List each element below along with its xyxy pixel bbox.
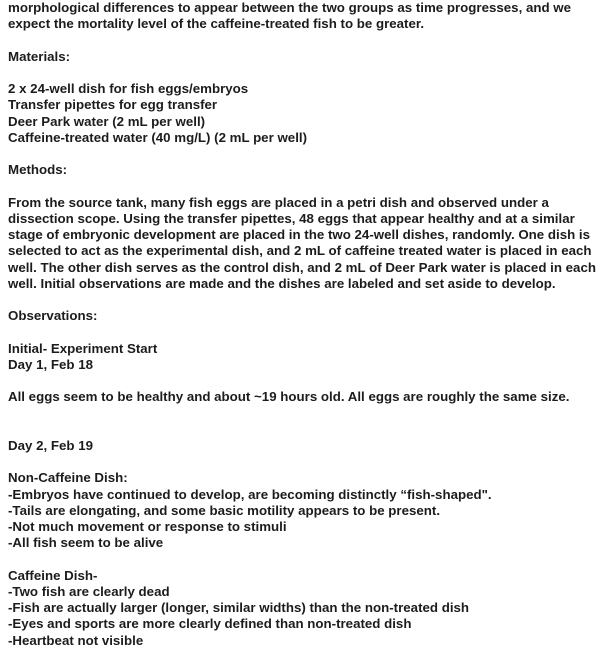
- blank-line: [8, 422, 597, 438]
- blank-line: [8, 292, 597, 308]
- hypothesis-line: morphological differences to appear between the two groups as time progresses, and we: [8, 0, 572, 15]
- non-caffeine-bullet: -Embryos have continued to develop, are becoming distinctly “fish-shaped".: [8, 486, 492, 502]
- blank-line: [8, 324, 597, 340]
- materials-item: 2 x 24-well dish for fish eggs/embryos: [8, 81, 249, 97]
- non-caffeine-bullet: -Not much movement or response to stimuli: [8, 519, 287, 534]
- initial-observation-title: Initial- Experiment Start: [8, 340, 158, 356]
- caffeine-dish-heading: Caffeine Dish-: [8, 567, 98, 583]
- caffeine-bullet: -Eyes and sports are more clearly defined than non-treated dish: [8, 616, 412, 632]
- methods-heading: Methods:: [8, 162, 68, 178]
- methods-line: From the source tank, many fish eggs are placed in a petri dish and observed under a: [8, 194, 549, 210]
- caffeine-bullet: -Heartbeat not visible: [8, 632, 144, 648]
- methods-line: well. Initial observations are made and the dishes are labeled and set aside to develop.: [8, 275, 556, 291]
- caffeine-bullet: -Fish are actually larger (longer, similar widths) than the non-treated dish: [8, 600, 470, 616]
- materials-heading: Materials:: [8, 48, 71, 64]
- methods-line: stage of embryonic development are placed in the two 24-well dishes, randomly. One dish is: [8, 227, 591, 243]
- materials-item: Caffeine-treated water (40 mg/L) (2 mL per well): [8, 129, 308, 145]
- observations-heading: Observations:: [8, 308, 98, 324]
- methods-line: dissection scope. Using the transfer pipettes, 48 eggs that appear healthy and at a similar: [8, 210, 575, 226]
- blank-line: [8, 373, 597, 389]
- blank-line: [8, 146, 597, 162]
- day2-date: Day 2, Feb 19: [8, 437, 93, 453]
- blank-line: [8, 65, 597, 81]
- non-caffeine-bullet: -All fish seem to be alive: [8, 535, 164, 551]
- blank-line: [8, 454, 597, 470]
- initial-observation-note: All eggs seem to be healthy and about ~19 hours old. All eggs are roughly the same size.: [8, 389, 570, 405]
- materials-item: Deer Park water (2 mL per well): [8, 113, 206, 129]
- day1-date: Day 1, Feb 18: [8, 356, 93, 372]
- caffeine-bullet: -Two fish are clearly dead: [8, 583, 170, 599]
- methods-line: well. The other dish serves as the control dish, and 2 mL of Deer Park water is placed in each: [8, 259, 596, 275]
- non-caffeine-bullet: -Tails are elongating, and some basic motility appears to be present.: [8, 502, 441, 518]
- materials-item: Transfer pipettes for egg transfer: [8, 97, 218, 113]
- blank-line: [8, 32, 597, 48]
- blank-line: [8, 405, 597, 421]
- blank-line: [8, 178, 597, 194]
- blank-line: [8, 551, 597, 567]
- non-caffeine-dish-heading: Non-Caffeine Dish:: [8, 470, 128, 486]
- methods-line: selected to act as the experimental dish, and 2 mL of caffeine treated water is placed in each: [8, 243, 592, 259]
- hypothesis-line: expect the mortality level of the caffeine-treated fish to be greater.: [8, 16, 425, 32]
